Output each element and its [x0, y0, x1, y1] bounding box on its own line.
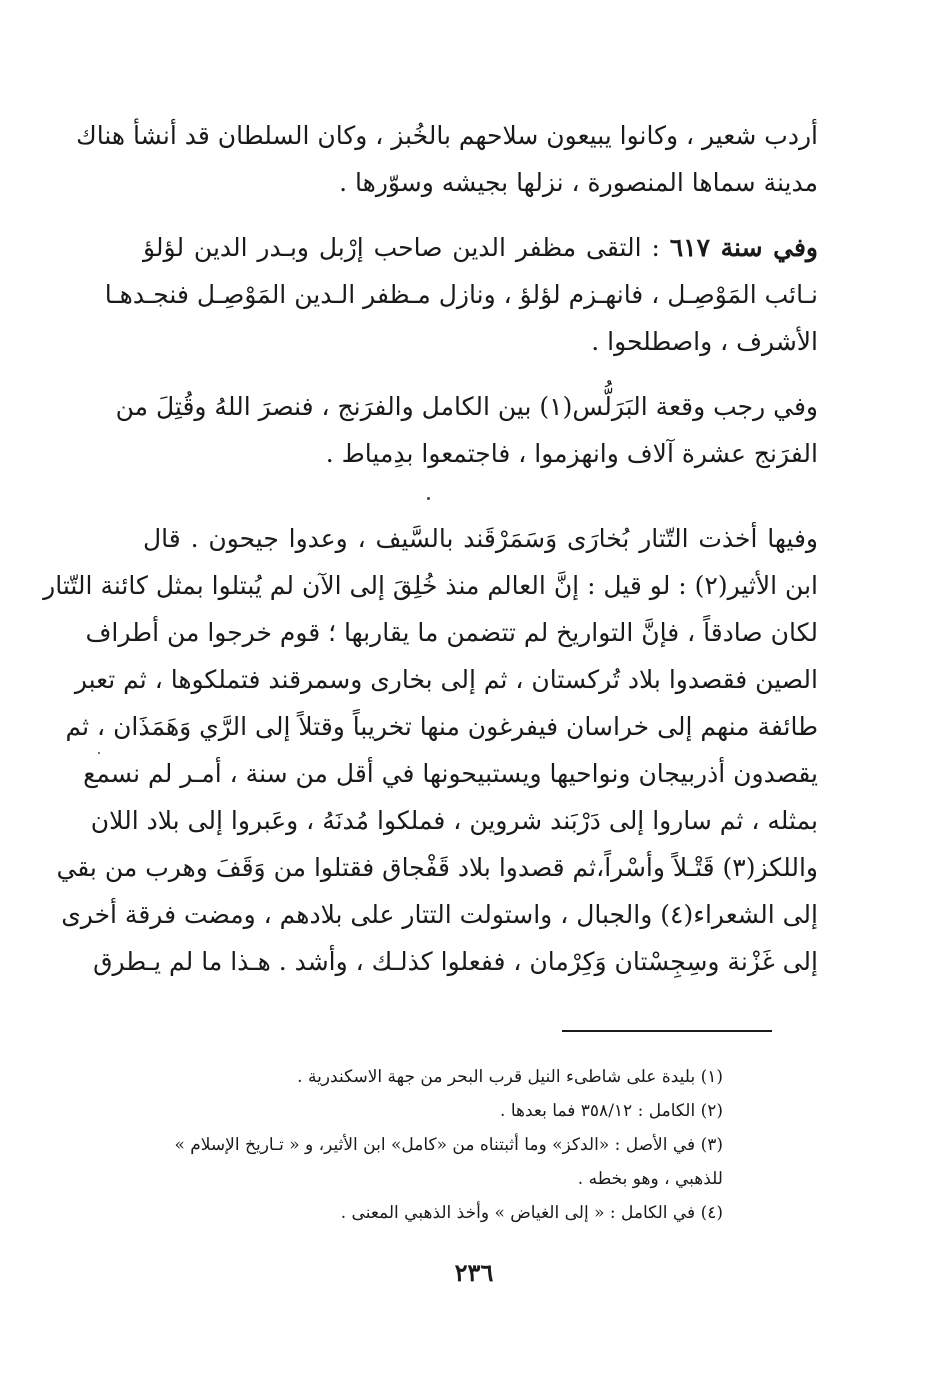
text-line: الأشرف ، واصطلحوا .	[591, 327, 818, 356]
page-number: ٢٣٦	[454, 1258, 494, 1287]
paragraph-4	[43, 515, 818, 985]
text-line-rest: : التقى مظفر الدين صاحب إرْبل وبـدر الدين لؤلؤ	[143, 233, 670, 262]
text-line: طائفة منهم إلى خراسان فيفرغون منها تخريباً وقتلاً إلى الرَّي وَهَمَذَان ، ثم	[65, 712, 818, 741]
text-line: وفيها أخذت التّتار بُخارَى وَسَمَرْقَند بالسَّيف ، وعدوا جيحون . قال	[143, 524, 818, 553]
text-line: إلى الشعراء(٤) والجبال ، واستولت التتار على بلادهم ، ومضت فرقة أخرى	[61, 900, 818, 929]
print-speck	[98, 752, 100, 754]
text-line: أردب شعير ، وكانوا يبيعون سلاحهم بالخُبز ، وكان السلطان قد أنشأ هناك	[76, 121, 818, 150]
footnote-4: (٤) في الكامل : « إلى الغياض » وأخذ الذهبي المعنى .	[340, 1203, 723, 1223]
text-line: إلى غَزْنة وسِجِسْتان وَكِرْمان ، ففعلوا كذلـك ، وأشد . هـذا ما لم يـطرق	[93, 947, 818, 976]
print-speck	[427, 497, 430, 500]
text-line: نـائب المَوْصِـل ، فانهـزم لؤلؤ ، ونازل مـظفر الـدين المَوْصِـل فنجـدهـا	[104, 280, 818, 309]
text-line: الفرَنج عشرة آلاف وانهزموا ، فاجتمعوا بدِمياط .	[325, 439, 818, 468]
main-text-block	[43, 112, 818, 985]
text-line: الصين فقصدوا بلاد تُركستان ، ثم إلى بخارى وسمرقند فتملكوها ، ثم تعبر	[74, 665, 818, 694]
text-line: بمثله ، ثم ساروا إلى دَرْبَند شروين ، فملكوا مُدنَهُ ، وعَبروا إلى بلاد اللان	[90, 806, 818, 835]
year-heading: وفي سنة ٦١٧	[669, 233, 818, 262]
text-line: يقصدون أذربيجان ونواحيها ويستبيحونها في أقل من سنة ، أمـر لم نسمع	[83, 759, 818, 788]
text-line	[143, 224, 818, 271]
footnote-2: (٢) الكامل : ٣٥٨/١٢ فما بعدها .	[500, 1101, 723, 1121]
text-line: وفي رجب وقعة البَرَلُّس(١) بين الكامل والفرَنج ، فنصرَ اللهُ وقُتِلَ من	[115, 392, 818, 421]
footnotes-block	[113, 1060, 723, 1230]
paragraph-3	[115, 383, 818, 477]
footnote-3	[113, 1128, 723, 1196]
text-line: ابن الأثير(٢) : لو قيل : إنَّ العالم منذ خُلِقَ إلى الآن لم يُبتلوا بمثل كائنة التّتار	[43, 571, 818, 600]
text-line: لكان صادقاً ، فإنَّ التواريخ لم تتضمن ما يقاربها ؛ قوم خرجوا من أطراف	[85, 618, 818, 647]
text-line: واللكز(٣) قَتْـلاً وأسْراً،ثم قصدوا بلاد قَفْجاق فقتلوا من وَقَفَ وهرب من بقي	[56, 853, 818, 882]
footnote-1: (١) بليدة على شاطىء النيل قرب البحر من جهة الاسكندرية .	[297, 1067, 723, 1087]
footnote-3-line-2: للذهبي ، وهو بخطه .	[577, 1169, 723, 1189]
footnote-separator	[562, 1030, 772, 1032]
paragraph-2	[104, 224, 818, 365]
footnote-3-line-1: (٣) في الأصل : «الدكز» وما أثبتناه من «كامل» ابن الأثير، و « تـاريخ الإسلام »	[174, 1135, 723, 1155]
text-line: مدينة سماها المنصورة ، نزلها بجيشه وسوّرها .	[339, 168, 818, 197]
paragraph-1	[76, 112, 818, 206]
